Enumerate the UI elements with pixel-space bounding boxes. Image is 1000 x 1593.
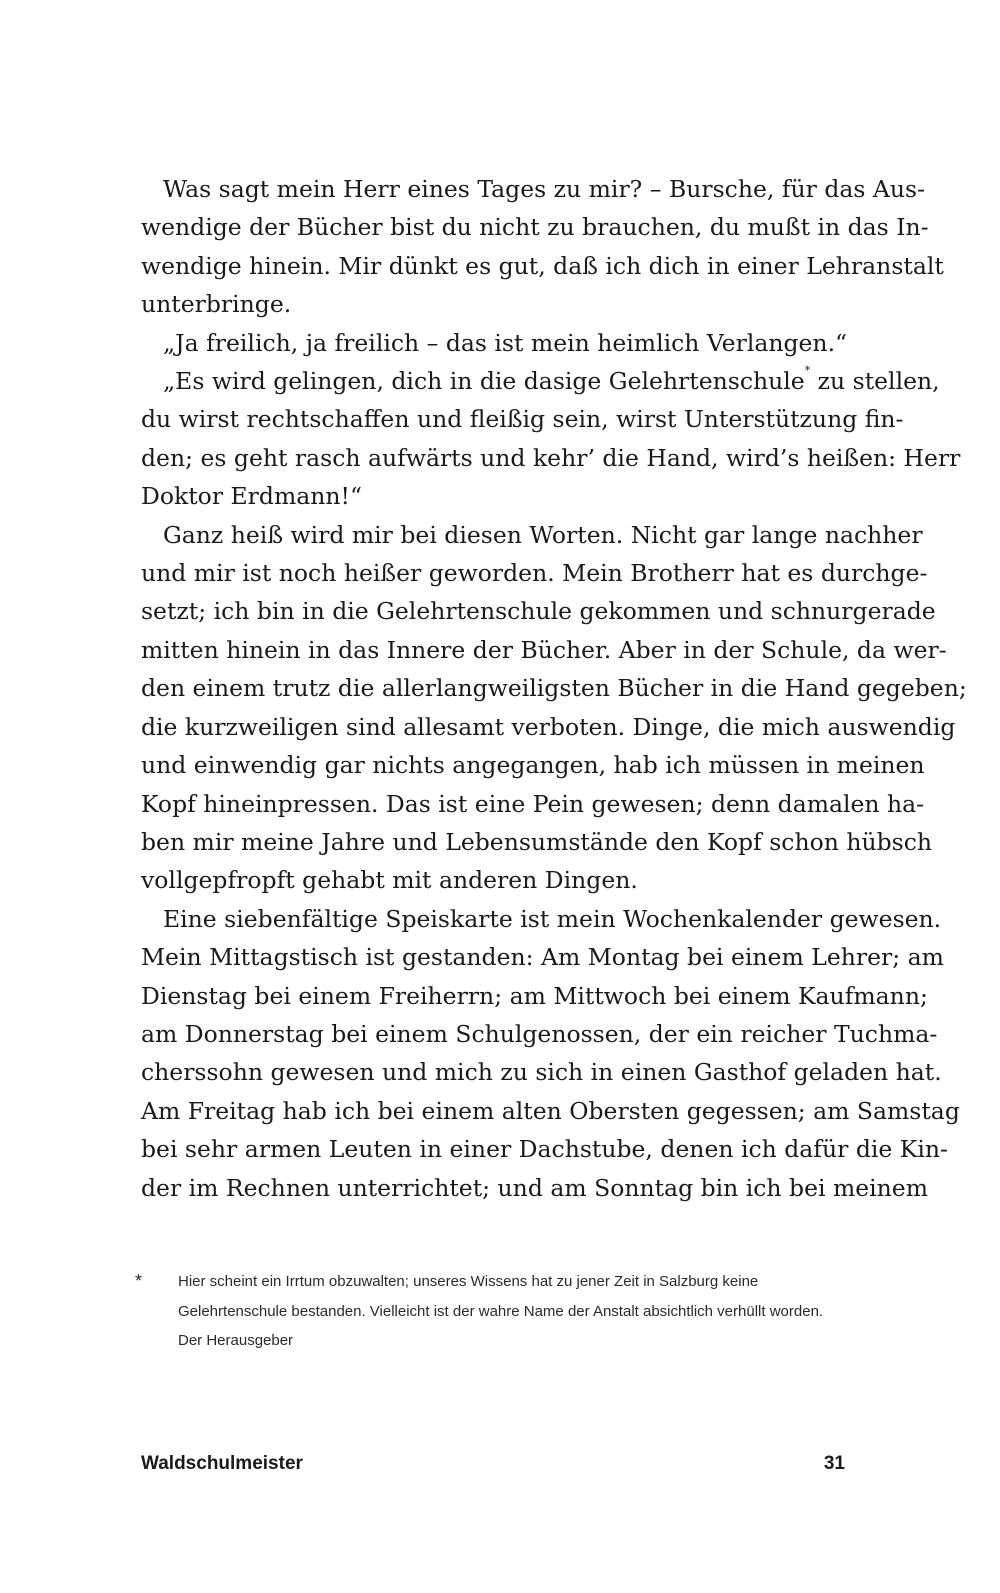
text-line: den; es geht rasch aufwärts und kehr’ die Hand, wird’s heißen: Herr xyxy=(141,443,961,472)
text-line: bei sehr armen Leuten in einer Dachstube, denen ich dafür die Kin- xyxy=(141,1135,948,1164)
text-line: und einwendig gar nichts angegangen, hab ich müssen in meinen xyxy=(141,751,925,780)
text-line: der im Rechnen unterrichtet; und am Sonntag bin ich bei meinem xyxy=(141,1173,928,1202)
text-line: setzt; ich bin in die Gelehrtenschule gekommen und schnurgerade xyxy=(141,597,936,626)
footnote-line: Der Herausgeber xyxy=(178,1332,294,1349)
footnote-line: Hier scheint ein Irrtum obzuwalten; unseres Wissens hat zu jener Zeit in Salzburg keine xyxy=(178,1273,759,1290)
text-line: am Donnerstag bei einem Schulgenossen, der ein reicher Tuchma- xyxy=(141,1019,938,1048)
text-line: du wirst rechtschaffen und fleißig sein, wirst Unterstützung fin- xyxy=(141,405,904,434)
page-number: 31 xyxy=(823,1453,845,1474)
text-line: Was sagt mein Herr eines Tages zu mir? – Bursche, für das Aus- xyxy=(163,175,926,203)
body-text xyxy=(141,170,967,1207)
text-line: Kopf hineinpressen. Das ist eine Pein gewesen; denn damalen ha- xyxy=(141,789,925,818)
text-line: Am Freitag hab ich bei einem alten Obersten gegessen; am Samstag xyxy=(141,1096,960,1125)
text-line: den einem trutz die allerlangweiligsten Bücher in die Hand gegeben; xyxy=(141,674,967,703)
footnote-text xyxy=(178,1267,855,1356)
text-line: Mein Mittagstisch ist gestanden: Am Montag bei einem Lehrer; am xyxy=(141,943,944,972)
text-line: wendige hinein. Mir dünkt es gut, daß ich dich in einer Lehranstalt xyxy=(141,251,944,280)
text-line-with-note xyxy=(141,362,940,400)
text-line: vollgepfropft gehabt mit anderen Dingen. xyxy=(141,866,638,895)
footnote xyxy=(135,1267,855,1356)
text-line: Doktor Erdmann!“ xyxy=(141,482,362,511)
text-line: ben mir meine Jahre und Lebensumstände den Kopf schon hübsch xyxy=(141,827,933,856)
running-footer xyxy=(141,1450,845,1478)
text-line: „Ja freilich, ja freilich – das ist mein heimlich Verlangen.“ xyxy=(163,328,848,357)
footnote-reference: * xyxy=(804,364,811,378)
text-line: Eine siebenfältige Speiskarte ist mein Wochenkalender gewesen. xyxy=(163,904,942,933)
footnote-marker: * xyxy=(135,1271,143,1291)
text-line: Dienstag bei einem Freiherrn; am Mittwoch bei einem Kaufmann; xyxy=(141,981,928,1010)
text-line: mitten hinein in das Innere der Bücher. Aber in der Schule, da wer- xyxy=(141,635,947,664)
book-title: Waldschulmeister xyxy=(141,1453,303,1474)
text-line: die kurzweiligen sind allesamt verboten. Dinge, die mich auswendig xyxy=(141,712,956,741)
text-line: wendige der Bücher bist du nicht zu brauchen, du mußt in das In- xyxy=(141,213,929,242)
text-line: und mir ist noch heißer geworden. Mein Brotherr hat es durchge- xyxy=(141,559,928,588)
text-line: Ganz heiß wird mir bei diesen Worten. Nicht gar lange nachher xyxy=(163,520,923,549)
text-fragment: „Es wird gelingen, dich in die dasige Gelehrtenschule xyxy=(163,367,805,396)
text-fragment: zu stellen, xyxy=(810,367,940,396)
text-line: unterbringe. xyxy=(141,290,292,319)
text-line: cherssohn gewesen und mich zu sich in einen Gasthof geladen hat. xyxy=(141,1058,942,1087)
footnote-line: Gelehrtenschule bestanden. Vielleicht ist der wahre Name der Anstalt absichtlich verhüllt worden. xyxy=(178,1302,824,1320)
